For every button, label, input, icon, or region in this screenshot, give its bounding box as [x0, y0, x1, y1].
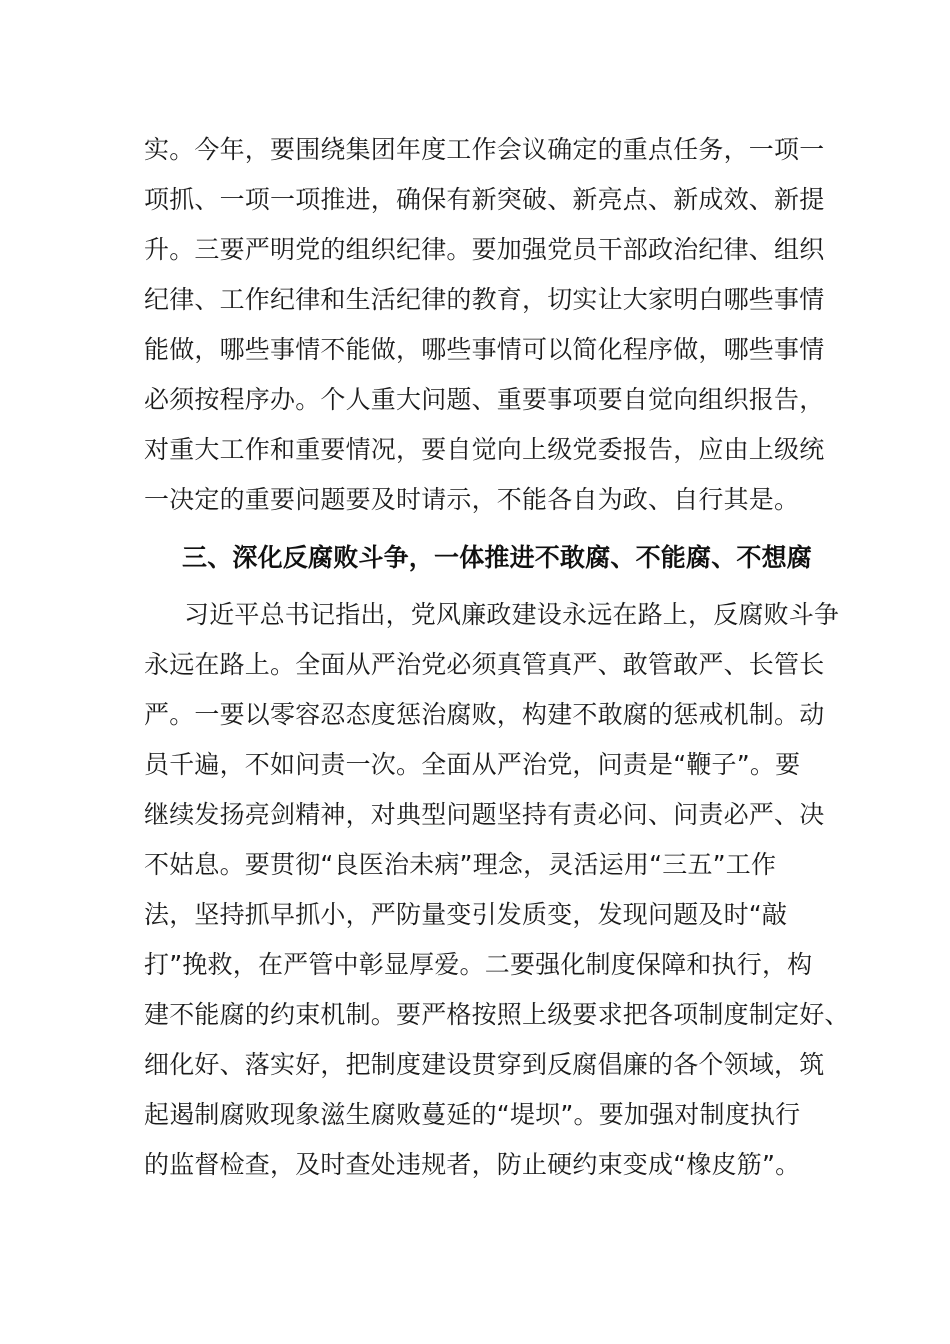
paragraph-line: 对重大工作和重要情况，要自觉向上级党委报告，应由上级统: [144, 435, 825, 464]
paragraph-line: 起遏制腐败现象滋生腐败蔓延的“堤坝”。要加强对制度执行: [144, 1100, 801, 1129]
paragraph-line: 的监督检查，及时查处违规者，防止硬约束变成“橡皮筋”。: [144, 1150, 801, 1179]
paragraph-line: 必须按程序办。个人重大问题、重要事项要自觉向组织报告，: [144, 385, 825, 414]
paragraph-line: 继续发扬亮剑精神，对典型问题坚持有责必问、问责必严、决: [144, 800, 825, 829]
paragraph-line: 建不能腐的约束机制。要严格按照上级要求把各项制度制定好、: [144, 1000, 850, 1029]
paragraph-line: 永远在路上。全面从严治党必须真管真严、敢管敢严、长管长: [144, 650, 825, 679]
paragraph-line: 员千遍，不如问责一次。全面从严治党，问责是“鞭子”。要: [144, 750, 801, 779]
paragraph-line: 升。三要严明党的组织纪律。要加强党员干部政治纪律、组织: [144, 235, 825, 264]
paragraph-line: 法，坚持抓早抓小，严防量变引发质变，发现问题及时“敲: [144, 900, 788, 929]
paragraph-line: 严。一要以零容忍态度惩治腐败，构建不敢腐的惩戒机制。动: [144, 700, 825, 729]
paragraph-line: 不姑息。要贯彻“良医治未病”理念，灵活运用“三五”工作: [144, 850, 777, 879]
paragraph-line: 纪律、工作纪律和生活纪律的教育，切实让大家明白哪些事情: [144, 285, 825, 314]
paragraph-line: 能做，哪些事情不能做，哪些事情可以简化程序做，哪些事情: [144, 335, 825, 364]
section-heading: 三、深化反腐败斗争，一体推进不敢腐、不能腐、不想腐: [182, 543, 813, 572]
paragraph-line: 细化好、落实好，把制度建设贯穿到反腐倡廉的各个领域，筑: [144, 1050, 825, 1079]
paragraph-line: 项抓、一项一项推进，确保有新突破、新亮点、新成效、新提: [144, 185, 825, 214]
paragraph-line: 一决定的重要问题要及时请示，不能各自为政、自行其是。: [144, 485, 800, 514]
paragraph-line: 实。今年，要围绕集团年度工作会议确定的重点任务，一项一: [144, 135, 825, 164]
paragraph-line: 打”挽救，在严管中彰显厚爱。二要强化制度保障和执行，构: [144, 950, 813, 979]
paragraph-line: 习近平总书记指出，党风廉政建设永远在路上，反腐败斗争: [184, 600, 840, 629]
